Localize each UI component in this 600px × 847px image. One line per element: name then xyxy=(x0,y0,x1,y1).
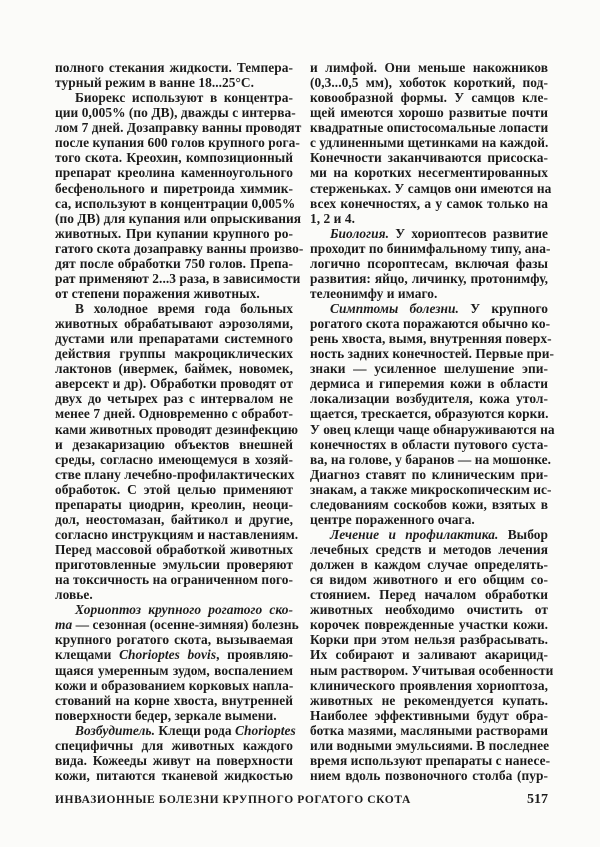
italic-text: Лечение и профилактика. xyxy=(330,526,499,542)
text-line: поверхности бедер, зеркале вымени. xyxy=(55,707,277,723)
text-line xyxy=(55,722,296,738)
text-line: аверсект и др). Обработки проводят от xyxy=(55,376,293,392)
text-line: с удлиненными щетинками на каждой. xyxy=(310,135,549,151)
text-line: кожи и образованием корковых напла- xyxy=(55,677,294,693)
text-line: турный режим в ванне 18...25°С. xyxy=(55,75,255,91)
text-segment: — сезонная (осенне-зимняя) болезнь xyxy=(72,617,299,633)
text-line: животных необходимо очистить от xyxy=(310,602,548,618)
text-line: кожи, питаются тканевой жидкостью xyxy=(55,767,293,783)
italic-text: Хориоптоз крупного рогатого ско- xyxy=(75,602,293,618)
text-line: развития: яйцо, личинку, протонимфу, xyxy=(310,270,548,286)
text-line: согласно инструкциям и наставлениям. xyxy=(55,526,299,542)
text-line: крупного рогатого скота, вызываемая xyxy=(55,632,293,648)
text-line: Корки при этом нельзя разбрасывать. xyxy=(310,632,548,648)
text-line: на токсичность на ограниченном пого- xyxy=(55,572,293,588)
text-line: Наиболее эффективными будут обра- xyxy=(310,707,548,723)
text-line xyxy=(55,617,299,633)
text-line: щей имеются хорошо развитые почти xyxy=(310,105,548,121)
text-line: препараты циодрин, креолин, неоци- xyxy=(55,496,293,512)
text-line: или водными эмульсиями. В последнее xyxy=(310,737,550,753)
text-line: знаки — усиленное шелушение эпи- xyxy=(310,361,548,377)
text-line xyxy=(310,527,548,542)
text-line: гатого скота дозаправку ванны произво- xyxy=(55,240,304,256)
text-line: действия группы макроциклических xyxy=(55,346,293,362)
text-line xyxy=(55,647,293,662)
text-line: конечностях в области путового суста- xyxy=(310,436,548,452)
page-footer xyxy=(55,792,548,808)
text-line: следованиям соскобов кожи, взятых в xyxy=(310,496,548,512)
text-line: ным раствором. Учитывая особенности xyxy=(310,662,554,678)
text-line: лечебных средств и методов лечения xyxy=(310,542,548,557)
text-line: и дезакаризацию объектов внешней xyxy=(55,436,293,452)
text-line: дол, неостомазан, байтикол и другие, xyxy=(55,511,293,527)
text-line: знакам, а также микроскопическим ис- xyxy=(310,481,552,497)
text-line: ся видом животного и его общим со- xyxy=(310,572,548,588)
text-line: дустами или препаратами системного xyxy=(55,331,293,347)
running-title: ИНВАЗИОННЫЕ БОЛЕЗНИ КРУПНОГО РОГАТОГО СКОТА xyxy=(55,794,411,806)
text-line: лактонов (ивермек, баймек, новомек, xyxy=(55,361,293,377)
text-line: и лимфой. Они меньше накожников xyxy=(310,60,548,75)
text-line: рень хвоста, вымя, внутренняя поверх- xyxy=(310,331,552,347)
text-line: ковообразной формы. У самцов кле- xyxy=(310,90,548,106)
text-line: вида. Кожееды живут на поверхности xyxy=(55,752,293,768)
text-line: Биорекс используют в концентра- xyxy=(75,90,293,106)
text-line: проходит по бинимфальному типу, ана- xyxy=(310,240,551,256)
text-line: специфичны для животных каждого xyxy=(55,737,293,753)
text-line: стерженьках. У самцов они имеются на xyxy=(310,180,552,196)
text-line: ботка мазями, масляными растворами xyxy=(310,722,548,738)
text-line: стований на корне хвоста, внутренней xyxy=(55,692,293,708)
text-line: нием вдоль позвоночного столба (пур- xyxy=(310,767,548,783)
text-line: квадратные опистосомальные лопасти xyxy=(310,120,549,136)
text-line: дят после обработки 750 голов. Препа- xyxy=(55,255,293,271)
text-line xyxy=(310,226,548,241)
text-line: ловье. xyxy=(55,587,93,603)
text-line: рогатого скота поражаются обычно ко- xyxy=(310,316,551,332)
text-line: полного стекания жидкости. Темпера- xyxy=(55,60,293,75)
text-line: среды, согласно имеющемуся в хозяй- xyxy=(55,451,293,467)
text-line: время используют препараты с нанесе- xyxy=(310,752,551,768)
text-line: ками животных проводят дезинфекцию xyxy=(55,421,298,437)
text-line: лом 7 дней. Дозаправку ванны проводят xyxy=(55,120,302,136)
text-line: должен в каждом случае определять- xyxy=(310,557,548,573)
text-line: приготовленные эмульсии проверяют xyxy=(55,557,293,573)
text-line: ность задних конечностей. Первые при- xyxy=(310,346,555,362)
text-line: 1, 2 и 4. xyxy=(310,210,355,226)
text-line: Конечности заканчиваются присоска- xyxy=(310,150,548,166)
italic-text: Возбудитель. xyxy=(75,722,155,738)
text-line: телеонимфу и имаго. xyxy=(310,285,438,301)
text-segment: Выбор xyxy=(498,526,549,542)
text-line xyxy=(55,602,293,617)
text-line: после купания 600 голов крупного рога- xyxy=(55,135,300,151)
text-line: центре пораженного очага. xyxy=(310,511,475,527)
text-line: Диагноз ставят по клиническим при- xyxy=(310,466,548,482)
text-line: животных не рекомендуется купать. xyxy=(310,692,548,708)
right-column xyxy=(310,60,555,783)
text-line: менее 7 дней. Одновременно с обработ- xyxy=(55,406,293,422)
text-line: У овец клещи чаще обнаруживаются на xyxy=(310,421,555,437)
italic-text: Биология. xyxy=(330,225,389,241)
italic-text: Симптомы болезни. xyxy=(330,301,459,316)
text-line: В холодное время года больных xyxy=(75,301,293,316)
text-line: щаяся умеренным зудом, воспалением xyxy=(55,662,293,678)
text-line: того скота. Креохин, композиционный xyxy=(55,150,293,166)
italic-text: Chorioptes bovis xyxy=(119,647,217,663)
text-line: животных обрабатывают аэрозолями, xyxy=(55,316,293,332)
italic-text: та xyxy=(55,617,73,633)
text-line xyxy=(310,301,548,316)
text-segment: У хориоптесов развитие xyxy=(388,225,548,241)
text-line: всех конечностях, а у самок только на xyxy=(310,195,548,211)
text-segment: У крупного xyxy=(458,301,548,316)
text-line: локализации возбудителя, кожа утол- xyxy=(310,391,548,407)
text-line: щается, трескается, образуются корки. xyxy=(310,406,549,422)
text-line: Перед массовой обработкой животных xyxy=(55,542,293,557)
text-line: логично псороптесам, включая фазы xyxy=(310,255,548,271)
text-line: ва, на голове, у баранов — на мошонке. xyxy=(310,451,552,467)
text-line: Их собирают и заливают акарицид- xyxy=(310,647,548,663)
italic-text: Chorioptes xyxy=(235,722,296,738)
text-line: стоянием. Перед началом обработки xyxy=(310,587,548,603)
left-column xyxy=(55,60,304,783)
text-line: (по ДВ) для купания или опрыскивания xyxy=(55,210,302,226)
text-line: бесфенольного и пиретроида химмик- xyxy=(55,180,293,196)
text-line: рат применяют 2...3 раза, в зависимости xyxy=(55,270,301,286)
text-line: са, используют в концентрации 0,005% xyxy=(55,195,296,211)
text-line: двух до четырех раз с интервалом не xyxy=(55,391,293,407)
text-line: обработок. С этой целью применяют xyxy=(55,481,293,497)
text-line: ции 0,005% (по ДВ), дважды с интерва- xyxy=(55,105,296,121)
text-line: корочек поврежденные участки кожи. xyxy=(310,617,548,633)
text-line: животных. При купании крупного ро- xyxy=(55,225,293,241)
text-line: клинического проявления хориоптоза, xyxy=(310,677,548,693)
text-line: препарат креолина каменноугольного xyxy=(55,165,293,181)
text-line: стве плану лечебно-профилактических xyxy=(55,466,295,482)
text-line: ми на коротких несегментированных xyxy=(310,165,548,181)
text-segment: , проявляю- xyxy=(216,647,293,663)
text-line: дермиса и гиперемия кожи в области xyxy=(310,376,548,392)
text-segment: Клещи рода xyxy=(154,722,236,738)
page-number: 517 xyxy=(527,792,548,807)
text-segment: клещами xyxy=(55,647,120,663)
text-line: от степени поражения животных. xyxy=(55,285,260,301)
text-line: (0,3...0,5 мм), хоботок короткий, под- xyxy=(310,75,548,91)
